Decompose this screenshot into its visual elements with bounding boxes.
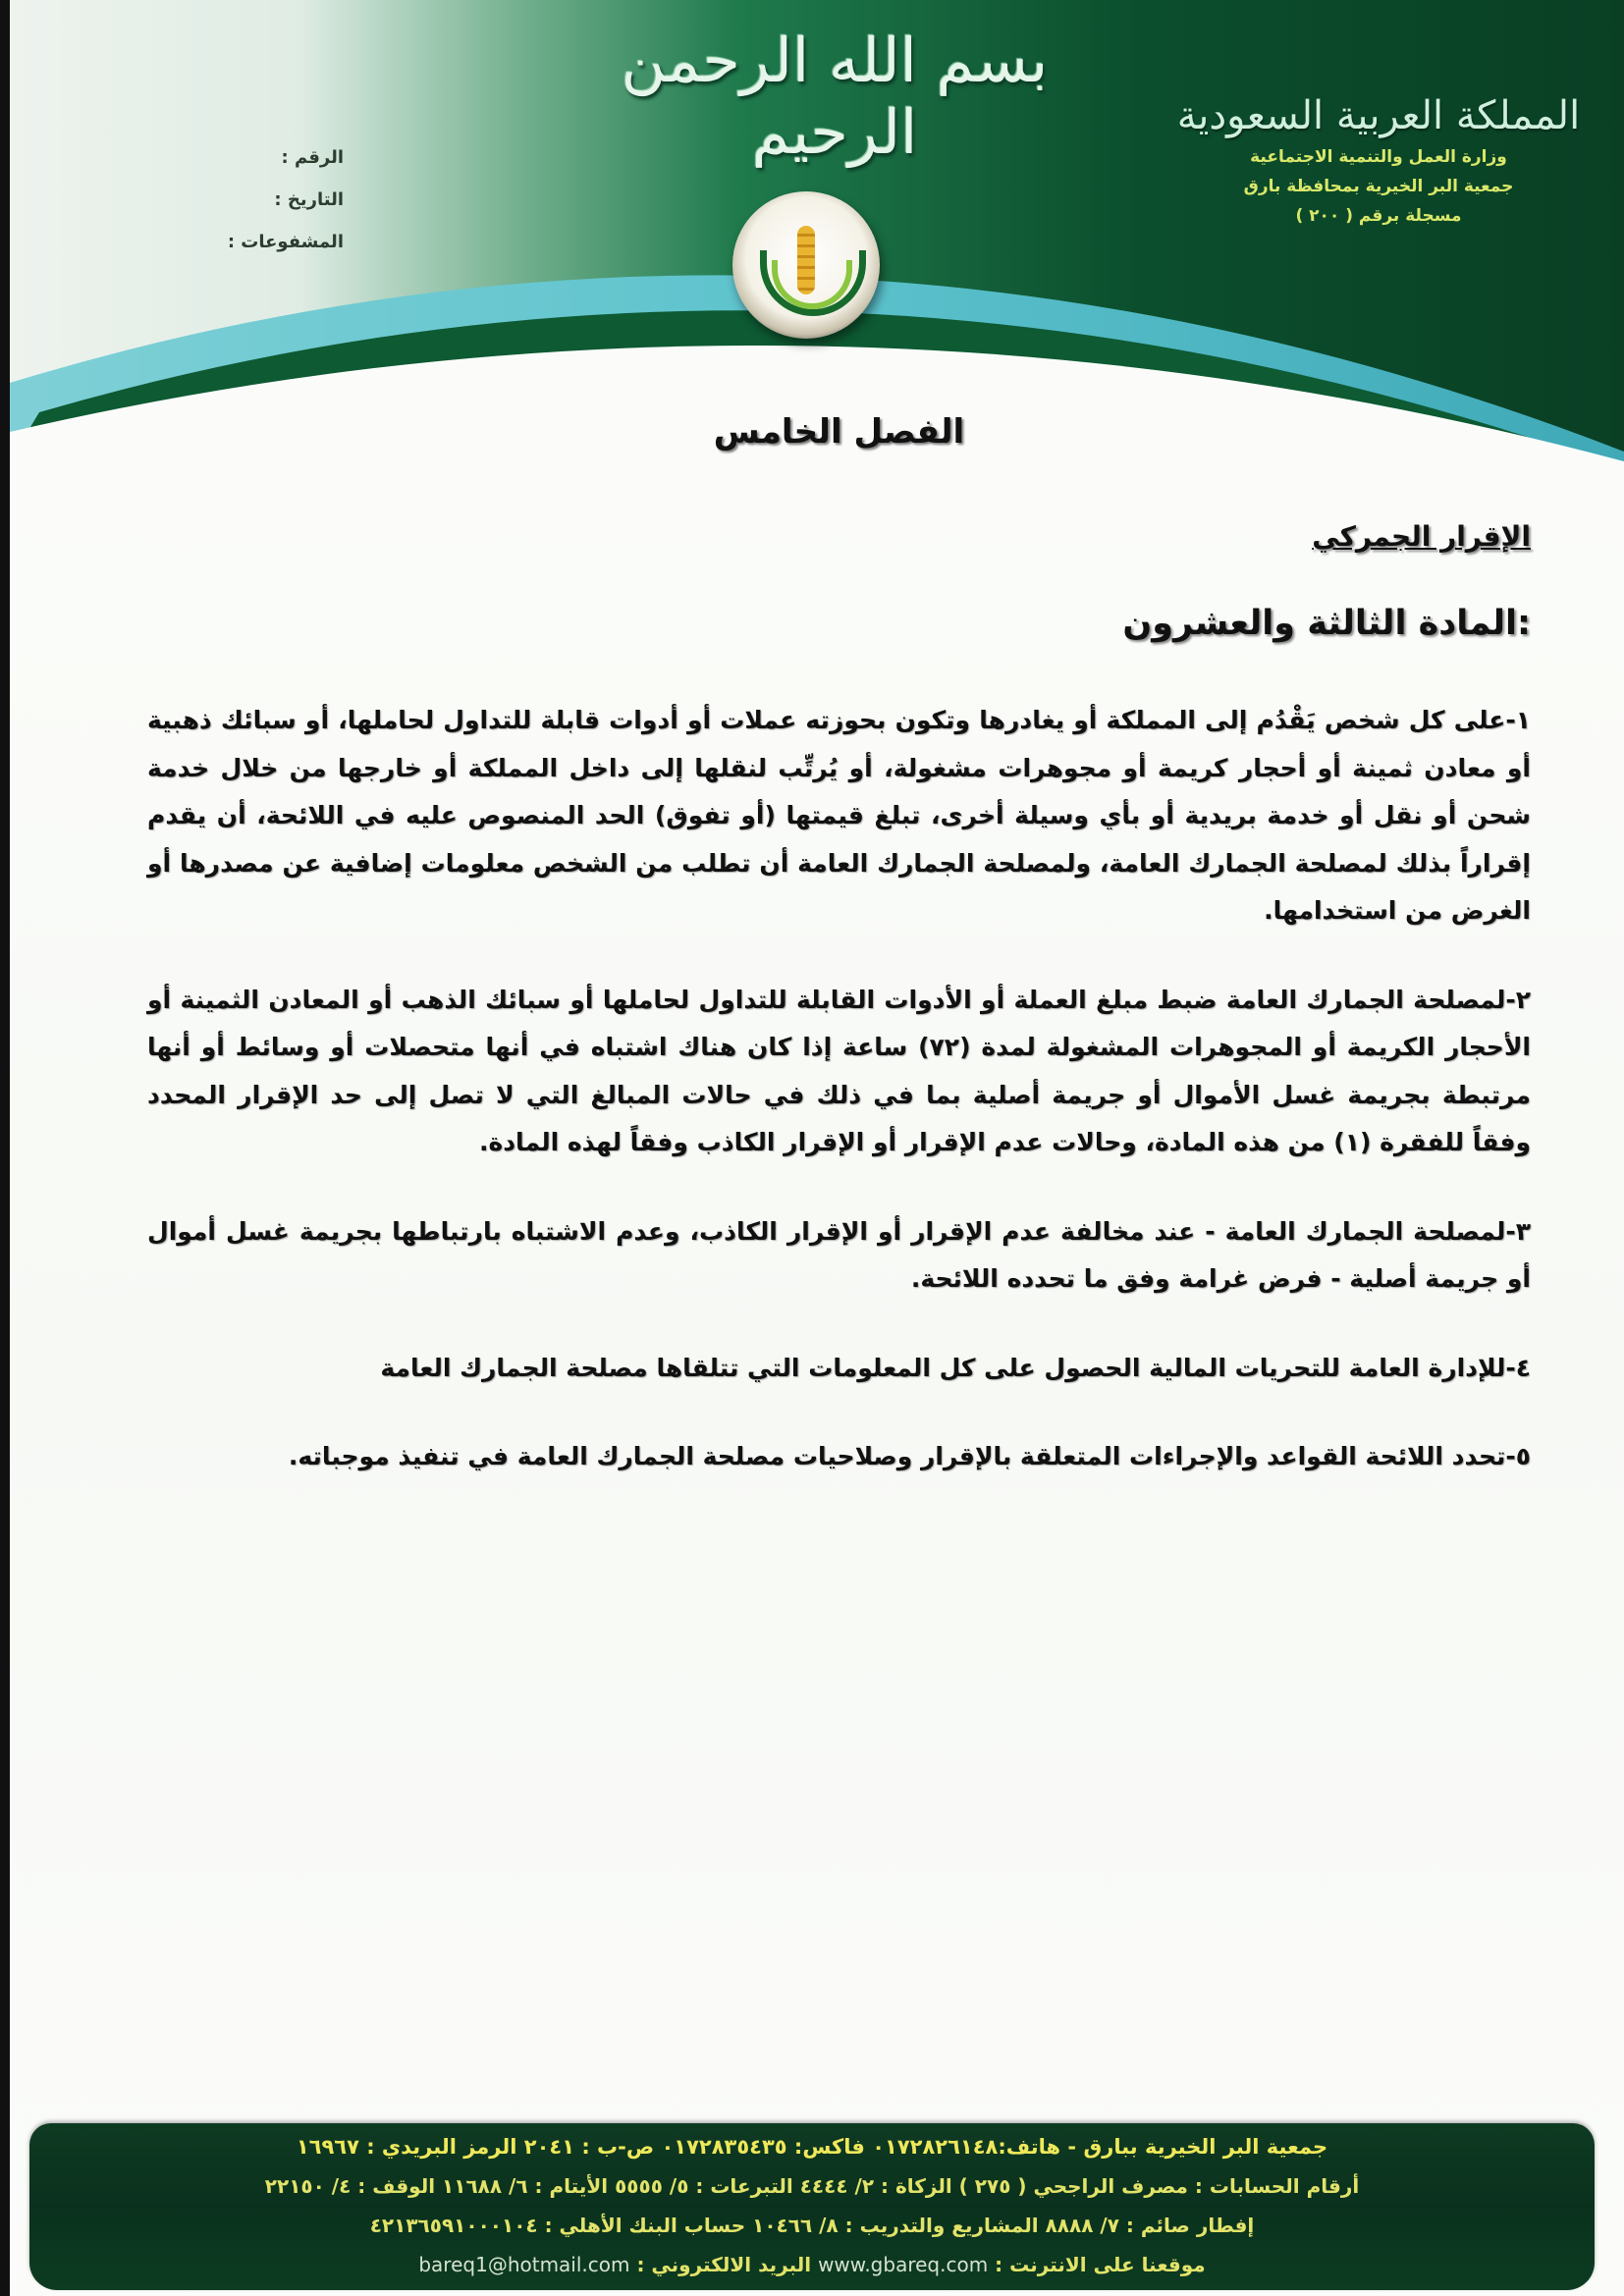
registration-number: مسجلة برقم ( ٢٠٠ ) [1295, 206, 1462, 226]
basmala-calligraphy: بسم الله الرحمن الرحيم [621, 25, 1049, 168]
paragraph-1: ١-على كل شخص يَقْدُم إلى المملكة أو يغادرها وتكون بحوزته عملات أو أدوات قابلة للتداول لحاملها، أو سبائك ذهبية أو معادن ثمينة أو أحجار كريمة أو مجوهرات مشغولة، أو يُرتِّب لنقلها إلى داخل المملكة أو خارجها من خلال خدمة شحن أو نقل أو خدمة بريدية أو بأي وسيلة أخرى، تبلغ قيمتها (أو تفوق) الحد المنصوص عليه في اللائحة، أن يقدم إقراراً بذلك لمصلحة الجمارك العامة، ولمصلحة الجمارك العامة أن تطلب من الشخص معلومات إضافية عن مصدرها أو الغرض من استخدامها. [147, 706, 1531, 925]
paragraph-2: ٢-لمصلحة الجمارك العامة ضبط مبلغ العملة أو الأدوات القابلة للتداول لحاملها أو سبائك الذهب أو المعادن الثمينة أو الأحجار الكريمة أو المجوهرات المشغولة لمدة (٧٢) ساعة إذا كان هناك اشتباه في أنها متحصلات أو وسائط أو أنها مرتبطة بجريمة غسل الأموال أو جريمة أصلية بما في ذلك في حالات المبالغ التي لا تصل إلى حد الإقرار المحدد وفقاً للفقرة (١) من هذه المادة، وحالات عدم الإقرار أو الإقرار الكاذب وفقاً لهذه المادة. [147, 985, 1532, 1156]
letterhead-header [10, 0, 1624, 461]
footer-accounts-line: أرقام الحسابات : مصرف الراجحي ( ٢٧٥ ) الزكاة : ٢/ ٤٤٤٤ التبرعات : ٥/ ٥٥٥٥ الأيتام : ٦/ ١١٦٨٨ الوقف : ٤/ ٢٢١٥٠ [264, 2174, 1360, 2198]
article-paragraphs [147, 697, 1531, 1522]
paragraph-3: ٣-لمصلحة الجمارك العامة - عند مخالفة عدم الإقرار أو الإقرار الكاذب، وعدم الاشتباه بارتباطها بجريمة غسل أموال أو جريمة أصلية - فرض غرامة وفق ما تحدده اللائحة. [147, 1216, 1531, 1293]
society-emblem-logo [732, 191, 880, 339]
footer-web-line [29, 2245, 1595, 2284]
chapter-title: الفصل الخامس [713, 412, 965, 452]
wheat-icon [797, 226, 815, 294]
ref-attachments-label: المشفوعات : [227, 232, 344, 252]
section-title: الإقرار الجمركي [1312, 520, 1531, 553]
email-label: البريد الالكتروني : [636, 2253, 812, 2276]
website-label: موقعنا على الانترنت : [995, 2253, 1206, 2276]
paragraph-4: ٤-للإدارة العامة للتحريات المالية الحصول على كل المعلومات التي تتلقاها مصلحة الجمارك العامة [380, 1353, 1531, 1382]
kingdom-block [1172, 93, 1585, 227]
footer-accounts-line-2: إفطار صائم : ٧/ ٨٨٨٨ المشاريع والتدريب : ٨/ ١٠٤٦٦ حساب البنك الأهلي : ٤٢١٣٦٥٩١٠٠٠١٠٤ [369, 2214, 1255, 2237]
website-link[interactable]: www.gbareq.com [818, 2253, 989, 2276]
ministry-name: وزارة العمل والتنمية الاجتماعية [1250, 147, 1507, 167]
ref-date-label: التاريخ : [274, 189, 344, 210]
paragraph-5: ٥-تحدد اللائحة القواعد والإجراءات المتعلقة بالإقرار وصلاحيات مصلحة الجمارك العامة في تنفيذ موجباته. [288, 1442, 1531, 1470]
scan-edge [0, 0, 10, 2296]
email-link[interactable]: bareq1@hotmail.com [418, 2253, 630, 2276]
footer-contact-line: جمعية البر الخيرية ببارق - هاتف:٠١٧٢٨٢٦١٤٨ فاكس: ٠١٧٢٨٣٥٤٣٥ ص-ب : ٢٠٤١ الرمز البريدي : ١٦٩٦٧ [296, 2135, 1328, 2159]
reference-labels [216, 147, 344, 274]
kingdom-title: المملكة العربية السعودية [1176, 93, 1581, 138]
article-title: :المادة الثالثة والعشرون [1122, 604, 1531, 643]
ref-number-label: الرقم : [281, 147, 344, 168]
society-name: جمعية البر الخيرية بمحافظة بارق [1243, 177, 1514, 196]
letterhead-footer [29, 2123, 1595, 2290]
